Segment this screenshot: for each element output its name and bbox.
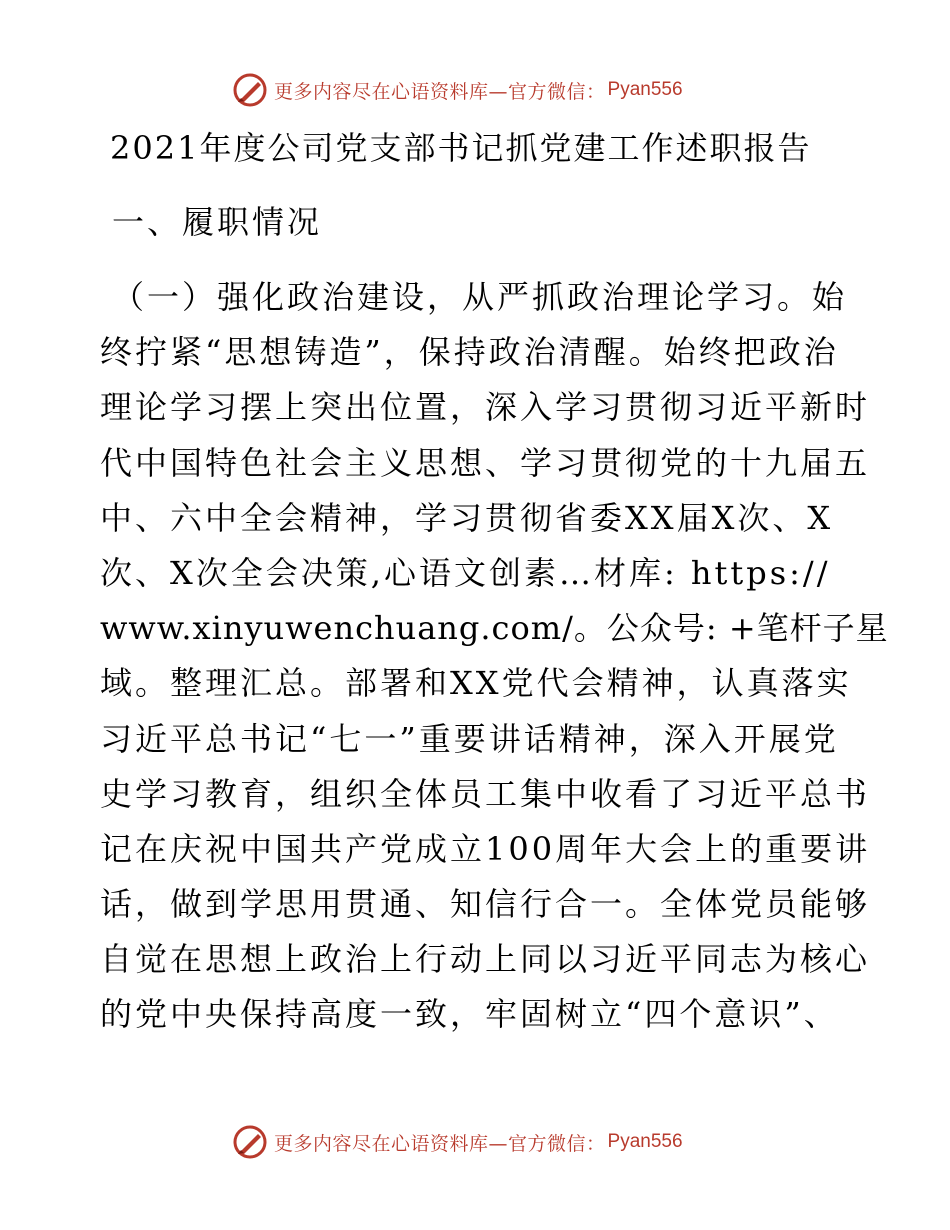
paragraph-line: 的党中央保持高度一致，牢固树立“四个意识”、 bbox=[100, 995, 839, 1034]
footer-banner bbox=[232, 1122, 683, 1162]
footer-banner-wechat-id: Pyan556 bbox=[607, 1131, 683, 1152]
header-banner-wechat-id: Pyan556 bbox=[607, 79, 683, 100]
pen-logo-icon bbox=[232, 1124, 268, 1160]
paragraph-line: 中、六中全会精神，学习贯彻省委XX届X次、X bbox=[100, 498, 834, 537]
paragraph-line: 话，做到学思用贯通、知信行合一。全体党员能够 bbox=[100, 885, 871, 924]
paragraph-line: 史学习教育，组织全体员工集中收看了习近平总书 bbox=[100, 774, 871, 813]
header-banner-text: 更多内容尽在心语资料库—官方微信： bbox=[274, 80, 606, 103]
header-banner bbox=[232, 70, 683, 110]
paragraph-line: （一）强化政治建设，从严抓政治理论学习。始 bbox=[112, 278, 848, 316]
document-title: 2021年度公司党支部书记抓党建工作述职报告 bbox=[110, 129, 812, 167]
paragraph-line: 终拧紧“思想铸造”，保持政治清醒。始终把政治 bbox=[100, 333, 839, 372]
paragraph-line: 次、X次全会决策,心语文创素…材库: https:// bbox=[100, 553, 831, 592]
paragraph-line: 自觉在思想上政治上行动上同以习近平同志为核心 bbox=[100, 940, 871, 979]
section-heading: 一、履职情况 bbox=[112, 203, 323, 241]
paragraph-line: 习近平总书记“七一”重要讲话精神，深入开展党 bbox=[100, 719, 839, 758]
paragraph-line: 代中国特色社会主义思想、学习贯彻党的十九届五 bbox=[100, 443, 871, 482]
body-paragraph bbox=[100, 270, 889, 1043]
footer-banner-text: 更多内容尽在心语资料库—官方微信： bbox=[274, 1132, 606, 1155]
paragraph-line: 记在庆祝中国共产党成立100周年大会上的重要讲 bbox=[100, 829, 871, 868]
pen-logo-icon bbox=[232, 72, 268, 108]
paragraph-line: www.xinyuwenchuang.com/。公众号: +笔杆子星 bbox=[100, 609, 889, 648]
paragraph-line: 理论学习摆上突出位置，深入学习贯彻习近平新时 bbox=[100, 388, 871, 427]
paragraph-line: 域。整理汇总。部署和XX党代会精神，认真落实 bbox=[100, 664, 852, 703]
